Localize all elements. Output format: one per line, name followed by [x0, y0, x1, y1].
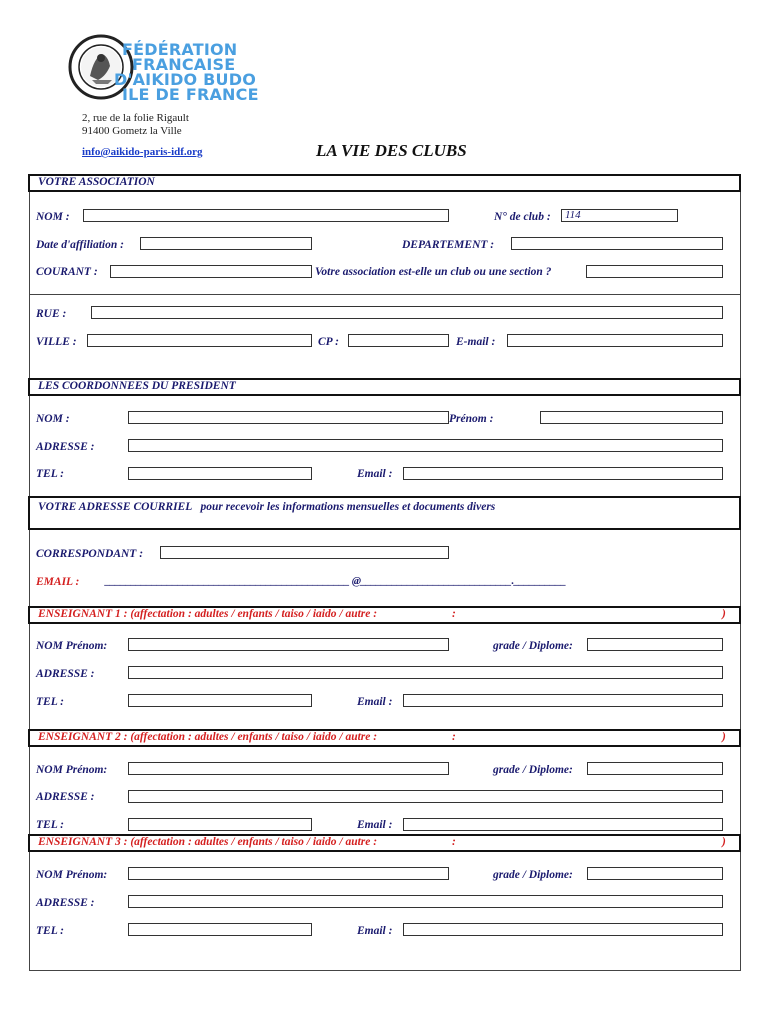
president-email-field[interactable]: [403, 467, 723, 480]
teacher-3-nom-label: NOM Prénom:: [36, 869, 108, 881]
teacher-close: ): [722, 731, 726, 743]
rue-label: RUE :: [36, 308, 67, 320]
courriel-subtitle: pour recevoir les informations mensuelles et documents divers: [200, 501, 496, 513]
president-nom-field[interactable]: [128, 411, 449, 424]
teacher-2-grade-field[interactable]: [587, 762, 723, 775]
teacher-2-email-label: Email :: [357, 819, 393, 831]
teacher-1-nom-field[interactable]: [128, 638, 449, 651]
teacher-title: [38, 731, 377, 743]
correspondant-label: CORRESPONDANT :: [36, 548, 144, 560]
section-title: LES COORDONNEES DU PRESIDENT: [38, 380, 236, 392]
teacher-title: [38, 608, 377, 620]
ville-label: VILLE :: [36, 336, 77, 348]
assoc-email-field[interactable]: [507, 334, 723, 347]
correspondant-email-template[interactable]: _______________________________________________ @_____________________________.__________: [105, 575, 566, 587]
teacher-3-email-field[interactable]: [403, 923, 723, 936]
teacher-2-grade-label: grade / Diplome:: [493, 764, 573, 776]
teacher-3-email-label: Email :: [357, 925, 393, 937]
federation-line: FÉDÉRATION: [122, 40, 238, 59]
teacher-3-grade-field[interactable]: [587, 867, 723, 880]
club-or-section-field[interactable]: [586, 265, 723, 278]
federation-line: ILE DE FRANCE: [122, 85, 259, 104]
teacher-3-header: [28, 834, 741, 852]
teacher-1-nom-label: NOM Prénom:: [36, 640, 108, 652]
teacher-1-email-label: Email :: [357, 696, 393, 708]
affiliation-date-label: Date d'affiliation :: [36, 239, 124, 251]
teacher-2-adresse-label: ADRESSE :: [36, 791, 95, 803]
teacher-number: ENSEIGNANT 3 :: [38, 836, 128, 848]
federation-name: [114, 40, 259, 104]
teacher-colon: :: [452, 731, 456, 743]
teacher-2-email-field[interactable]: [403, 818, 723, 831]
teacher-3-grade-label: grade / Diplome:: [493, 869, 573, 881]
section-title: [38, 501, 495, 513]
federation-line: FRANCAISE: [132, 55, 236, 74]
address-line-2: 91400 Gometz la Ville: [82, 125, 182, 137]
teacher-2-adresse-field[interactable]: [128, 790, 723, 803]
cp-field[interactable]: [348, 334, 449, 347]
teacher-colon: :: [452, 836, 456, 848]
correspondant-email-label: EMAIL :: [36, 576, 80, 588]
president-section-header: [28, 378, 741, 396]
cp-label: CP :: [318, 336, 339, 348]
teacher-2-nom-label: NOM Prénom:: [36, 764, 108, 776]
president-adresse-field[interactable]: [128, 439, 723, 452]
association-section-header: [28, 174, 741, 192]
president-nom-label: NOM :: [36, 413, 70, 425]
teacher-3-nom-field[interactable]: [128, 867, 449, 880]
teacher-2-tel-label: TEL :: [36, 819, 64, 831]
federation-email-link[interactable]: info@aikido-paris-idf.org: [82, 146, 203, 158]
rue-field[interactable]: [91, 306, 723, 319]
teacher-3-tel-label: TEL :: [36, 925, 64, 937]
teacher-2-header: [28, 729, 741, 747]
teacher-1-tel-field[interactable]: [128, 694, 312, 707]
president-tel-field[interactable]: [128, 467, 312, 480]
correspondant-field[interactable]: [160, 546, 449, 559]
teacher-3-adresse-label: ADRESSE :: [36, 897, 95, 909]
teacher-affectation: (affectation : adultes / enfants / taiso / iaido / autre :: [130, 836, 378, 848]
teacher-1-tel-label: TEL :: [36, 696, 64, 708]
courriel-section-header: [28, 496, 741, 530]
teacher-affectation: (affectation : adultes / enfants / taiso / iaido / autre :: [130, 731, 378, 743]
page-title: LA VIE DES CLUBS: [316, 141, 467, 160]
address-line-1: 2, rue de la folie Rigault: [82, 112, 189, 124]
club-number-field[interactable]: 114: [561, 209, 678, 222]
courriel-title: VOTRE ADRESSE COURRIEL: [38, 501, 192, 513]
president-prenom-field[interactable]: [540, 411, 723, 424]
assoc-nom-field[interactable]: [83, 209, 449, 222]
teacher-2-nom-field[interactable]: [128, 762, 449, 775]
club-number-label: N° de club :: [494, 211, 551, 223]
teacher-title: [38, 836, 377, 848]
courant-field[interactable]: [110, 265, 312, 278]
frame-bottom: [29, 970, 741, 971]
teacher-number: ENSEIGNANT 1 :: [38, 608, 128, 620]
teacher-affectation: (affectation : adultes / enfants / taiso / iaido / autre :: [130, 608, 378, 620]
teacher-3-tel-field[interactable]: [128, 923, 312, 936]
teacher-3-adresse-field[interactable]: [128, 895, 723, 908]
ville-field[interactable]: [87, 334, 312, 347]
teacher-1-adresse-label: ADRESSE :: [36, 668, 95, 680]
teacher-1-email-field[interactable]: [403, 694, 723, 707]
teacher-close: ): [722, 608, 726, 620]
president-email-label: Email :: [357, 468, 393, 480]
affiliation-date-field[interactable]: [140, 237, 312, 250]
courant-label: COURANT :: [36, 266, 98, 278]
federation-line: D'AIKIDO BUDO: [114, 70, 256, 89]
club-or-section-label: Votre association est-elle un club ou une section ?: [315, 266, 552, 278]
section-title: VOTRE ASSOCIATION: [38, 176, 155, 188]
president-adresse-label: ADRESSE :: [36, 441, 95, 453]
teacher-number: ENSEIGNANT 2 :: [38, 731, 128, 743]
teacher-close: ): [722, 836, 726, 848]
departement-label: DEPARTEMENT :: [402, 239, 495, 251]
assoc-email-label: E-mail :: [456, 336, 496, 348]
teacher-1-grade-label: grade / Diplome:: [493, 640, 573, 652]
teacher-2-tel-field[interactable]: [128, 818, 312, 831]
teacher-1-grade-field[interactable]: [587, 638, 723, 651]
departement-field[interactable]: [511, 237, 723, 250]
divider: [29, 294, 741, 295]
teacher-colon: :: [452, 608, 456, 620]
assoc-nom-label: NOM :: [36, 211, 70, 223]
president-prenom-label: Prénom :: [449, 413, 494, 425]
teacher-1-adresse-field[interactable]: [128, 666, 723, 679]
teacher-1-header: [28, 606, 741, 624]
president-tel-label: TEL :: [36, 468, 64, 480]
